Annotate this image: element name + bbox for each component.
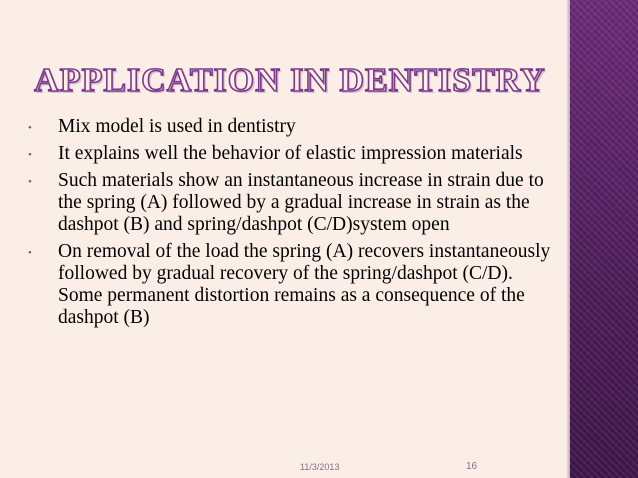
- bullet-text: On removal of the load the spring (A) recovers instantaneously followed by gradual recovery of the spring/dashpot (C/D). Some permanent distortion remains as a consequence of the dashpot (B): [58, 241, 551, 328]
- bullet-text: It explains well the behavior of elastic impression materials: [58, 143, 523, 164]
- slide-title: APPLICATION IN DENTISTRY: [34, 62, 546, 99]
- bullet-icon: •: [28, 122, 32, 134]
- decorative-sidebar: [570, 0, 638, 478]
- footer-page-number: 16: [466, 461, 478, 472]
- bullet-item: [26, 170, 551, 236]
- bullet-list: [26, 116, 551, 334]
- footer-date: 11/3/2013: [300, 462, 340, 472]
- bullet-item: [26, 143, 551, 165]
- bullet-icon: •: [28, 149, 32, 161]
- bullet-item: [26, 116, 551, 138]
- bullet-text: Such materials show an instantaneous increase in strain due to the spring (A) followed by a gradual increase in strain as the dashpot (B) and spring/dashpot (C/D)system open: [58, 170, 544, 235]
- bullet-text: Mix model is used in dentistry: [58, 116, 296, 137]
- bullet-icon: •: [28, 176, 32, 188]
- bullet-item: [26, 241, 551, 329]
- bullet-icon: •: [28, 247, 32, 259]
